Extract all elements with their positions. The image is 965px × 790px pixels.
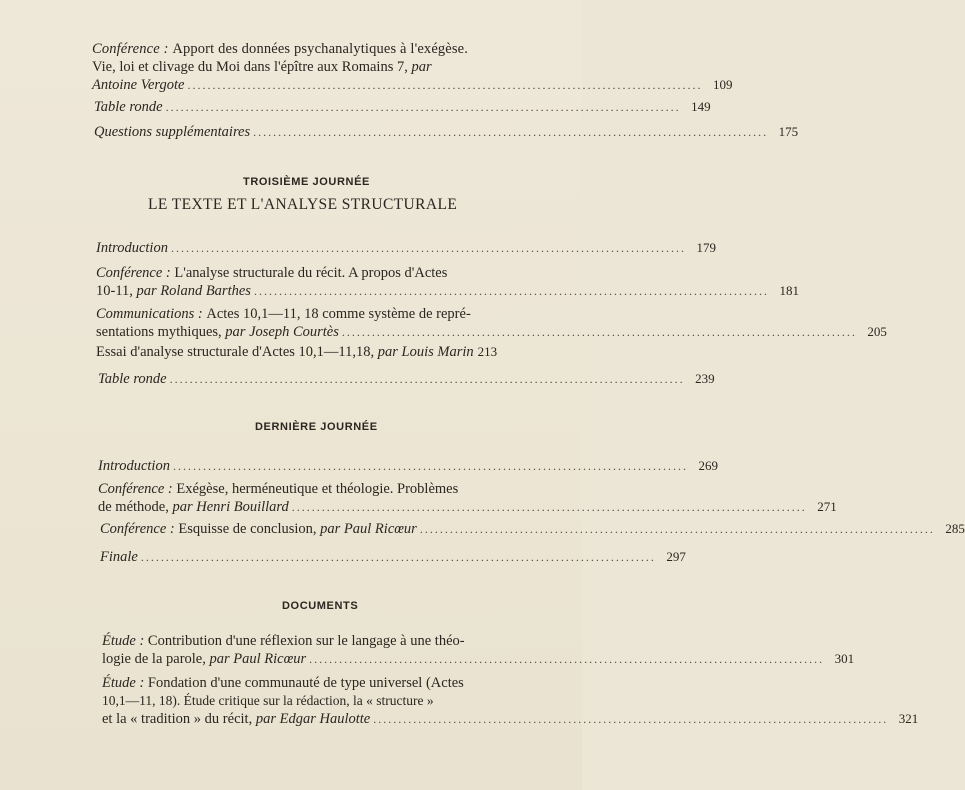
page-number: 179	[696, 240, 716, 255]
entry-title: Essai d'analyse structurale d'Actes 10,1—11,18,	[96, 344, 375, 360]
entry-title-line1: Apport des données psychanalytiques à l'exégèse.	[172, 41, 469, 57]
section-subtitle: LE TEXTE ET L'ANALYSE STRUCTURALE	[148, 196, 458, 213]
entry-title-line1: L'analyse structurale du récit. A propos d'Actes	[174, 265, 448, 281]
entry-author: par Paul Ricœur	[209, 651, 307, 667]
dot-leader: .......................................................................................................	[165, 100, 681, 114]
page-number: 205	[867, 324, 887, 339]
page-number: 297	[666, 549, 686, 564]
dot-leader: .......................................................................................................	[187, 78, 703, 92]
entry-label: Conférence :	[92, 41, 169, 57]
toc-entry-table-ronde-2	[98, 370, 715, 388]
toc-entry-etude-haulotte	[102, 674, 919, 728]
page-number: 213	[477, 344, 498, 359]
page-number: 175	[778, 124, 799, 139]
toc-entry-conference-ricoeur	[100, 520, 965, 538]
entry-title-line2: logie de la parole,	[102, 651, 206, 667]
entry-title-line2: sentations mythiques,	[96, 324, 222, 340]
dot-leader: .......................................................................................................	[169, 372, 685, 386]
entry-title-line1: Actes 10,1—11, 18 comme système de repré-	[206, 306, 471, 322]
dot-leader: .......................................................................................................	[253, 284, 769, 298]
entry-label: Finale	[100, 549, 138, 565]
entry-title-line2: de méthode,	[98, 499, 169, 515]
entry-author: par Henri Bouillard	[172, 499, 289, 515]
entry-title-line2: 10-11,	[96, 283, 133, 299]
toc-entry-questions	[94, 123, 799, 141]
dot-leader: .......................................................................................................	[309, 652, 825, 666]
toc-entry-conference-bouillard	[98, 480, 837, 516]
entry-author: par Louis Marin	[377, 344, 474, 360]
page-number: 109	[712, 77, 733, 92]
entry-label: Table ronde	[94, 99, 163, 115]
page-number: 285	[945, 521, 965, 536]
dot-leader: .......................................................................................................	[373, 712, 889, 726]
dot-leader: .......................................................................................................	[291, 500, 807, 514]
section-heading-derniere: DERNIÈRE JOURNÉE	[255, 421, 378, 433]
toc-entry-introduction-3	[96, 239, 716, 257]
dot-leader: .......................................................................................................	[253, 125, 769, 139]
entry-author: par Roland Barthes	[136, 283, 251, 299]
entry-label: Introduction	[98, 458, 170, 474]
page-number: 149	[691, 99, 711, 114]
toc-entry-essai-marin	[96, 343, 533, 361]
dot-leader: .......................................................................................................	[172, 459, 688, 473]
dot-leader: .......................................................................................................	[170, 241, 686, 255]
entry-title-line2: 10,1—11, 18). Étude critique sur la rédaction, la « structure »	[102, 693, 434, 708]
page-number: 301	[834, 651, 855, 666]
toc-entry-conference-barthes	[96, 264, 799, 300]
page-number: 321	[898, 711, 919, 726]
dot-leader: .......................................................................................................	[419, 522, 935, 536]
toc-entry-etude-ricoeur	[102, 632, 855, 668]
entry-author: par Joseph Courtès	[225, 324, 339, 340]
entry-label: Table ronde	[98, 371, 167, 387]
page-number: 271	[817, 499, 837, 514]
toc-entry-conference-vergote	[92, 40, 733, 94]
dot-leader: .......................................................................................................	[140, 550, 656, 564]
entry-title-line3: et la « tradition » du récit,	[102, 711, 253, 727]
section-heading-documents: DOCUMENTS	[282, 600, 359, 612]
toc-entry-introduction-last	[98, 457, 718, 475]
entry-label: Questions supplémentaires	[94, 124, 251, 140]
section-heading-troisieme: TROISIÈME JOURNÉE	[243, 176, 370, 188]
entry-author: par Paul Ricœur	[320, 521, 417, 537]
toc-entry-communications-courtes	[96, 305, 887, 341]
entry-title-line1: Exégèse, herméneutique et théologie. Problèmes	[176, 481, 459, 497]
entry-author: par Edgar Haulotte	[255, 711, 371, 727]
toc-entry-finale	[100, 548, 686, 566]
entry-label: Introduction	[96, 240, 168, 256]
entry-title-line2: Vie, loi et clivage du Moi dans l'épître aux Romains 7,	[92, 59, 408, 75]
entry-label: Étude :	[102, 633, 145, 649]
entry-label: Conférence :	[98, 481, 173, 497]
toc-entry-table-ronde-1	[94, 98, 711, 116]
entry-title-line1: Contribution d'une réflexion sur le langage à une théo-	[147, 633, 465, 649]
dot-leader: .......................................................................................................	[341, 325, 857, 339]
entry-par: par	[411, 59, 432, 75]
page-number: 239	[695, 371, 715, 386]
entry-label: Conférence :	[96, 265, 171, 281]
entry-label: Conférence :	[100, 521, 175, 537]
entry-title-line1: Esquisse de conclusion,	[178, 521, 317, 537]
entry-title-line1: Fondation d'une communauté de type universel (Actes	[147, 675, 464, 691]
entry-label: Étude :	[102, 675, 145, 691]
page-number: 181	[779, 283, 799, 298]
entry-label: Communications :	[96, 306, 203, 322]
entry-author: Antoine Vergote	[92, 77, 185, 93]
page-number: 269	[698, 458, 718, 473]
